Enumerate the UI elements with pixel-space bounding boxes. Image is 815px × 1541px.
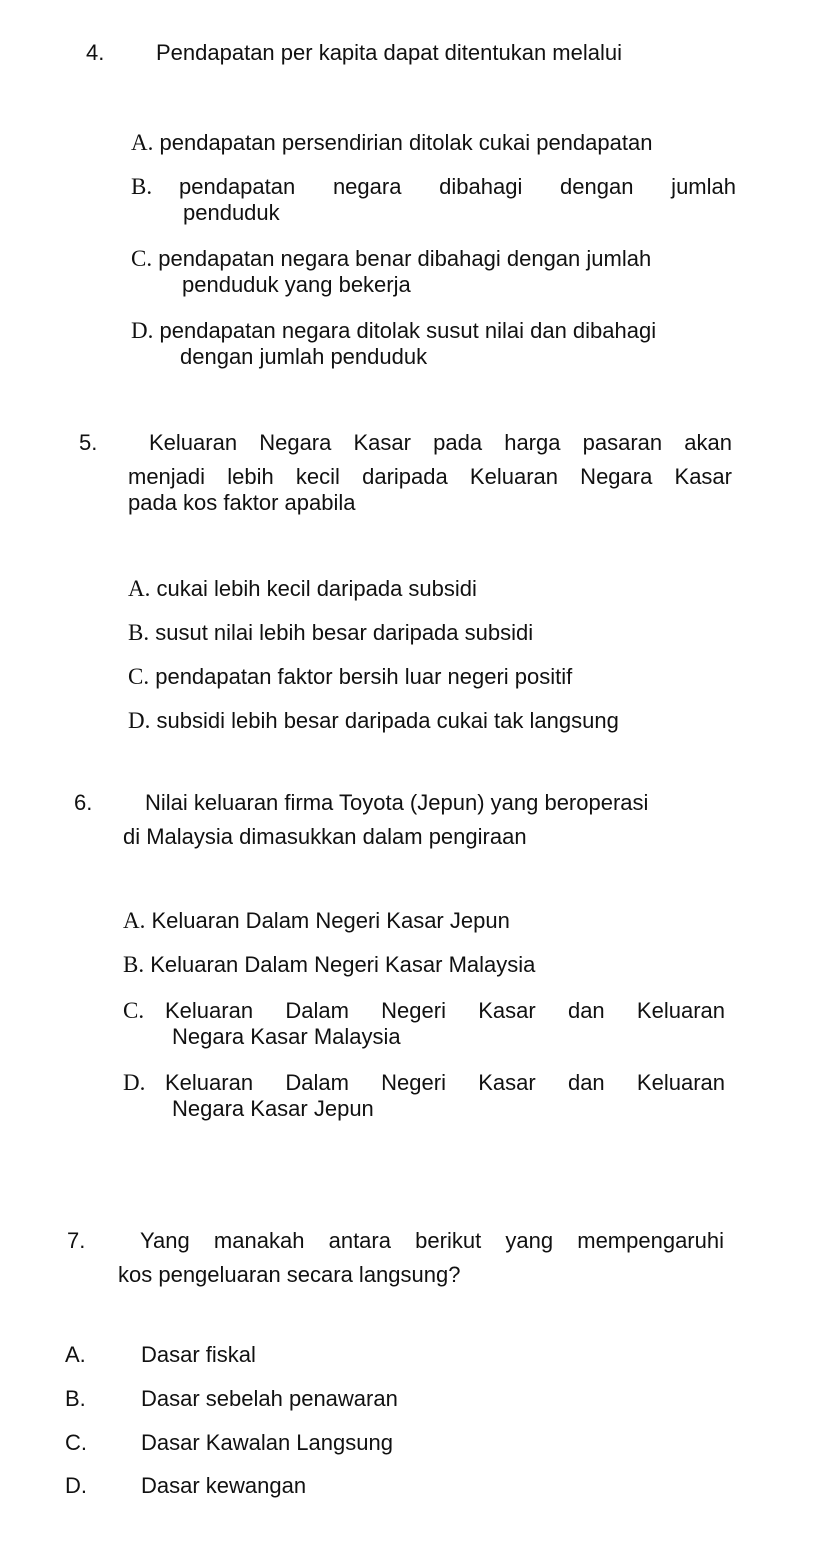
option-b[interactable] — [123, 952, 535, 978]
option-letter: B. — [65, 1386, 86, 1411]
option-a[interactable] — [128, 576, 477, 602]
option-text: Keluaran Dalam Negeri Kasar Malaysia — [150, 952, 536, 977]
option-text: pendapatan negara ditolak susut nilai dan dibahagi — [159, 318, 657, 343]
option-letter: A. — [123, 908, 146, 933]
option-text: Dasar fiskal — [141, 1342, 256, 1367]
option-text: pendapatan persendirian ditolak cukai pendapatan — [159, 130, 653, 155]
option-letter: C. — [131, 246, 153, 271]
option-letter: C. — [65, 1430, 87, 1455]
option-c[interactable] — [65, 1430, 393, 1456]
option-text: Keluaran Dalam Negeri Kasar dan Keluaran — [165, 998, 725, 1023]
option-letter: A. — [128, 576, 151, 601]
option-letter: D. — [131, 318, 154, 343]
option-c[interactable] — [131, 246, 651, 298]
option-d[interactable] — [131, 318, 656, 370]
option-c[interactable] — [128, 664, 572, 690]
option-text: Keluaran Dalam Negeri Kasar Jepun — [151, 908, 510, 933]
option-text-continued: penduduk yang bekerja — [182, 272, 411, 297]
option-text: Dasar Kawalan Langsung — [141, 1430, 393, 1455]
option-text: cukai lebih kecil daripada subsidi — [156, 576, 477, 601]
option-text: pendapatan negara benar dibahagi dengan jumlah — [158, 246, 652, 271]
option-letter: D. — [123, 1070, 146, 1095]
option-letter: B. — [131, 174, 153, 199]
option-text-continued: Negara Kasar Malaysia — [172, 1024, 401, 1049]
option-letter: B. — [123, 952, 145, 977]
question-number: 4. — [86, 40, 105, 65]
option-text-continued: dengan jumlah penduduk — [180, 344, 428, 369]
option-b[interactable] — [128, 620, 533, 646]
option-letter: D. — [65, 1473, 87, 1498]
question-stem-line: pada kos faktor apabila — [128, 490, 356, 515]
question-stem-line: Keluaran Negara Kasar pada harga pasaran akan — [149, 430, 732, 455]
option-text-continued: Negara Kasar Jepun — [172, 1096, 374, 1121]
option-c[interactable] — [123, 998, 725, 1050]
option-letter: D. — [128, 708, 151, 733]
option-a[interactable] — [65, 1342, 256, 1368]
question-stem-line: Yang manakah antara berikut yang mempengaruhi — [140, 1228, 724, 1253]
question-stem-line: di Malaysia dimasukkan dalam pengiraan — [123, 824, 527, 849]
option-letter: C. — [123, 998, 145, 1023]
question-number: 5. — [79, 430, 98, 455]
option-letter: C. — [128, 664, 150, 689]
option-letter: A. — [65, 1342, 86, 1367]
option-text: Dasar kewangan — [141, 1473, 307, 1498]
option-text: pendapatan negara dibahagi dengan jumlah — [179, 174, 736, 199]
question-number: 7. — [67, 1228, 86, 1253]
option-letter: B. — [128, 620, 150, 645]
option-d[interactable] — [123, 1070, 725, 1122]
option-a[interactable] — [131, 130, 652, 156]
option-d[interactable] — [65, 1473, 306, 1499]
question-number: 6. — [74, 790, 93, 815]
option-d[interactable] — [128, 708, 619, 734]
question-stem-line: Nilai keluaran firma Toyota (Jepun) yang beroperasi — [145, 790, 649, 815]
option-text: subsidi lebih besar daripada cukai tak langsung — [156, 708, 619, 733]
question-stem-line: kos pengeluaran secara langsung? — [118, 1262, 461, 1287]
question-stem-line: menjadi lebih kecil daripada Keluaran Negara Kasar — [128, 464, 732, 489]
option-text: pendapatan faktor bersih luar negeri positif — [155, 664, 573, 689]
option-text: Keluaran Dalam Negeri Kasar dan Keluaran — [165, 1070, 725, 1095]
option-text: susut nilai lebih besar daripada subsidi — [155, 620, 534, 645]
option-b[interactable] — [65, 1386, 398, 1412]
option-text: Dasar sebelah penawaran — [141, 1386, 398, 1411]
option-letter: A. — [131, 130, 154, 155]
option-a[interactable] — [123, 908, 510, 934]
option-text-continued: penduduk — [183, 200, 280, 225]
option-b[interactable] — [131, 174, 736, 226]
question-stem: Pendapatan per kapita dapat ditentukan melalui — [156, 40, 623, 65]
